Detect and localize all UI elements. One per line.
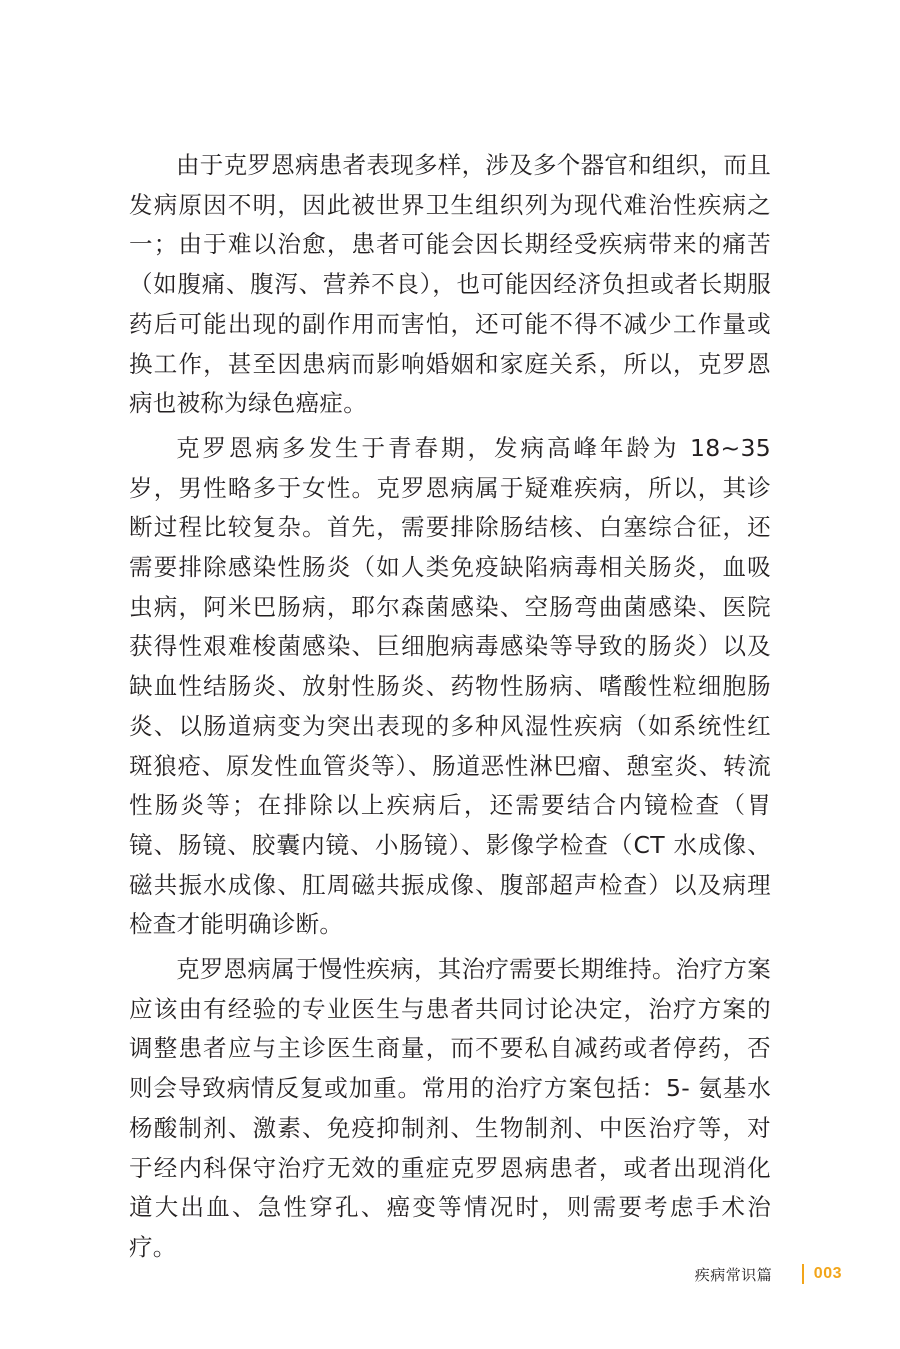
section-title: 疾病常识篇 [694, 1265, 773, 1284]
page-footer [695, 1262, 842, 1286]
page-number: 003 [813, 1265, 842, 1282]
paragraph-3: 克罗恩病属于慢性疾病，其治疗需要长期维持。治疗方案应该由有经验的专业医生与患者共同讨论决定，治疗方案的调整患者应与主诊医生商量，而不要私自减药或者停药，否则会导致病情反复或加重。常用的治疗方案包括：5- 氨基水杨酸制剂、激素、免疫抑制剂、生物制剂、中医治疗等，对于经内科保守治疗无效的重症克罗恩病患者，或者出现消化道大出血、急性穿孔、癌变等情况时，则需要考虑手术治疗。 [129, 955, 771, 1261]
footer-divider [802, 1264, 804, 1284]
paragraph-1: 由于克罗恩病患者表现多样，涉及多个器官和组织，而且发病原因不明，因此被世界卫生组织列为现代难治性疾病之一；由于难以治愈，患者可能会因长期经受疾病带来的痛苦（如腹痛、腹泻、营养不良），也可能因经济负担或者长期服药后可能出现的副作用而害怕，还可能不得不减少工作量或换工作，甚至因患病而影响婚姻和家庭关系，所以，克罗恩病也被称为绿色癌症。 [129, 151, 771, 418]
paragraph-2: 克罗恩病多发生于青春期，发病高峰年龄为 18~35 岁，男性略多于女性。克罗恩病属于疑难疾病，所以，其诊断过程比较复杂。首先，需要排除肠结核、白塞综合征，还需要排除感染性肠炎（如人类免疫缺陷病毒相关肠炎，血吸虫病，阿米巴肠病，耶尔森菌感染、空肠弯曲菌感染、医院获得性艰难梭菌感染、巨细胞病毒感染等导致的肠炎）以及缺血性结肠炎、放射性肠炎、药物性肠病、嗜酸性粒细胞肠炎、以肠道病变为突出表现的多种风湿性疾病（如系统性红斑狼疮、原发性血管炎等）、肠道恶性淋巴瘤、憩室炎、转流性肠炎等；在排除以上疾病后，还需要结合内镜检查（胃镜、肠镜、胶囊内镜、小肠镜）、影像学检查（CT 水成像、磁共振水成像、肛周磁共振成像、腹部超声检查）以及病理检查才能明确诊断。 [129, 433, 771, 939]
page-body [129, 146, 771, 1268]
